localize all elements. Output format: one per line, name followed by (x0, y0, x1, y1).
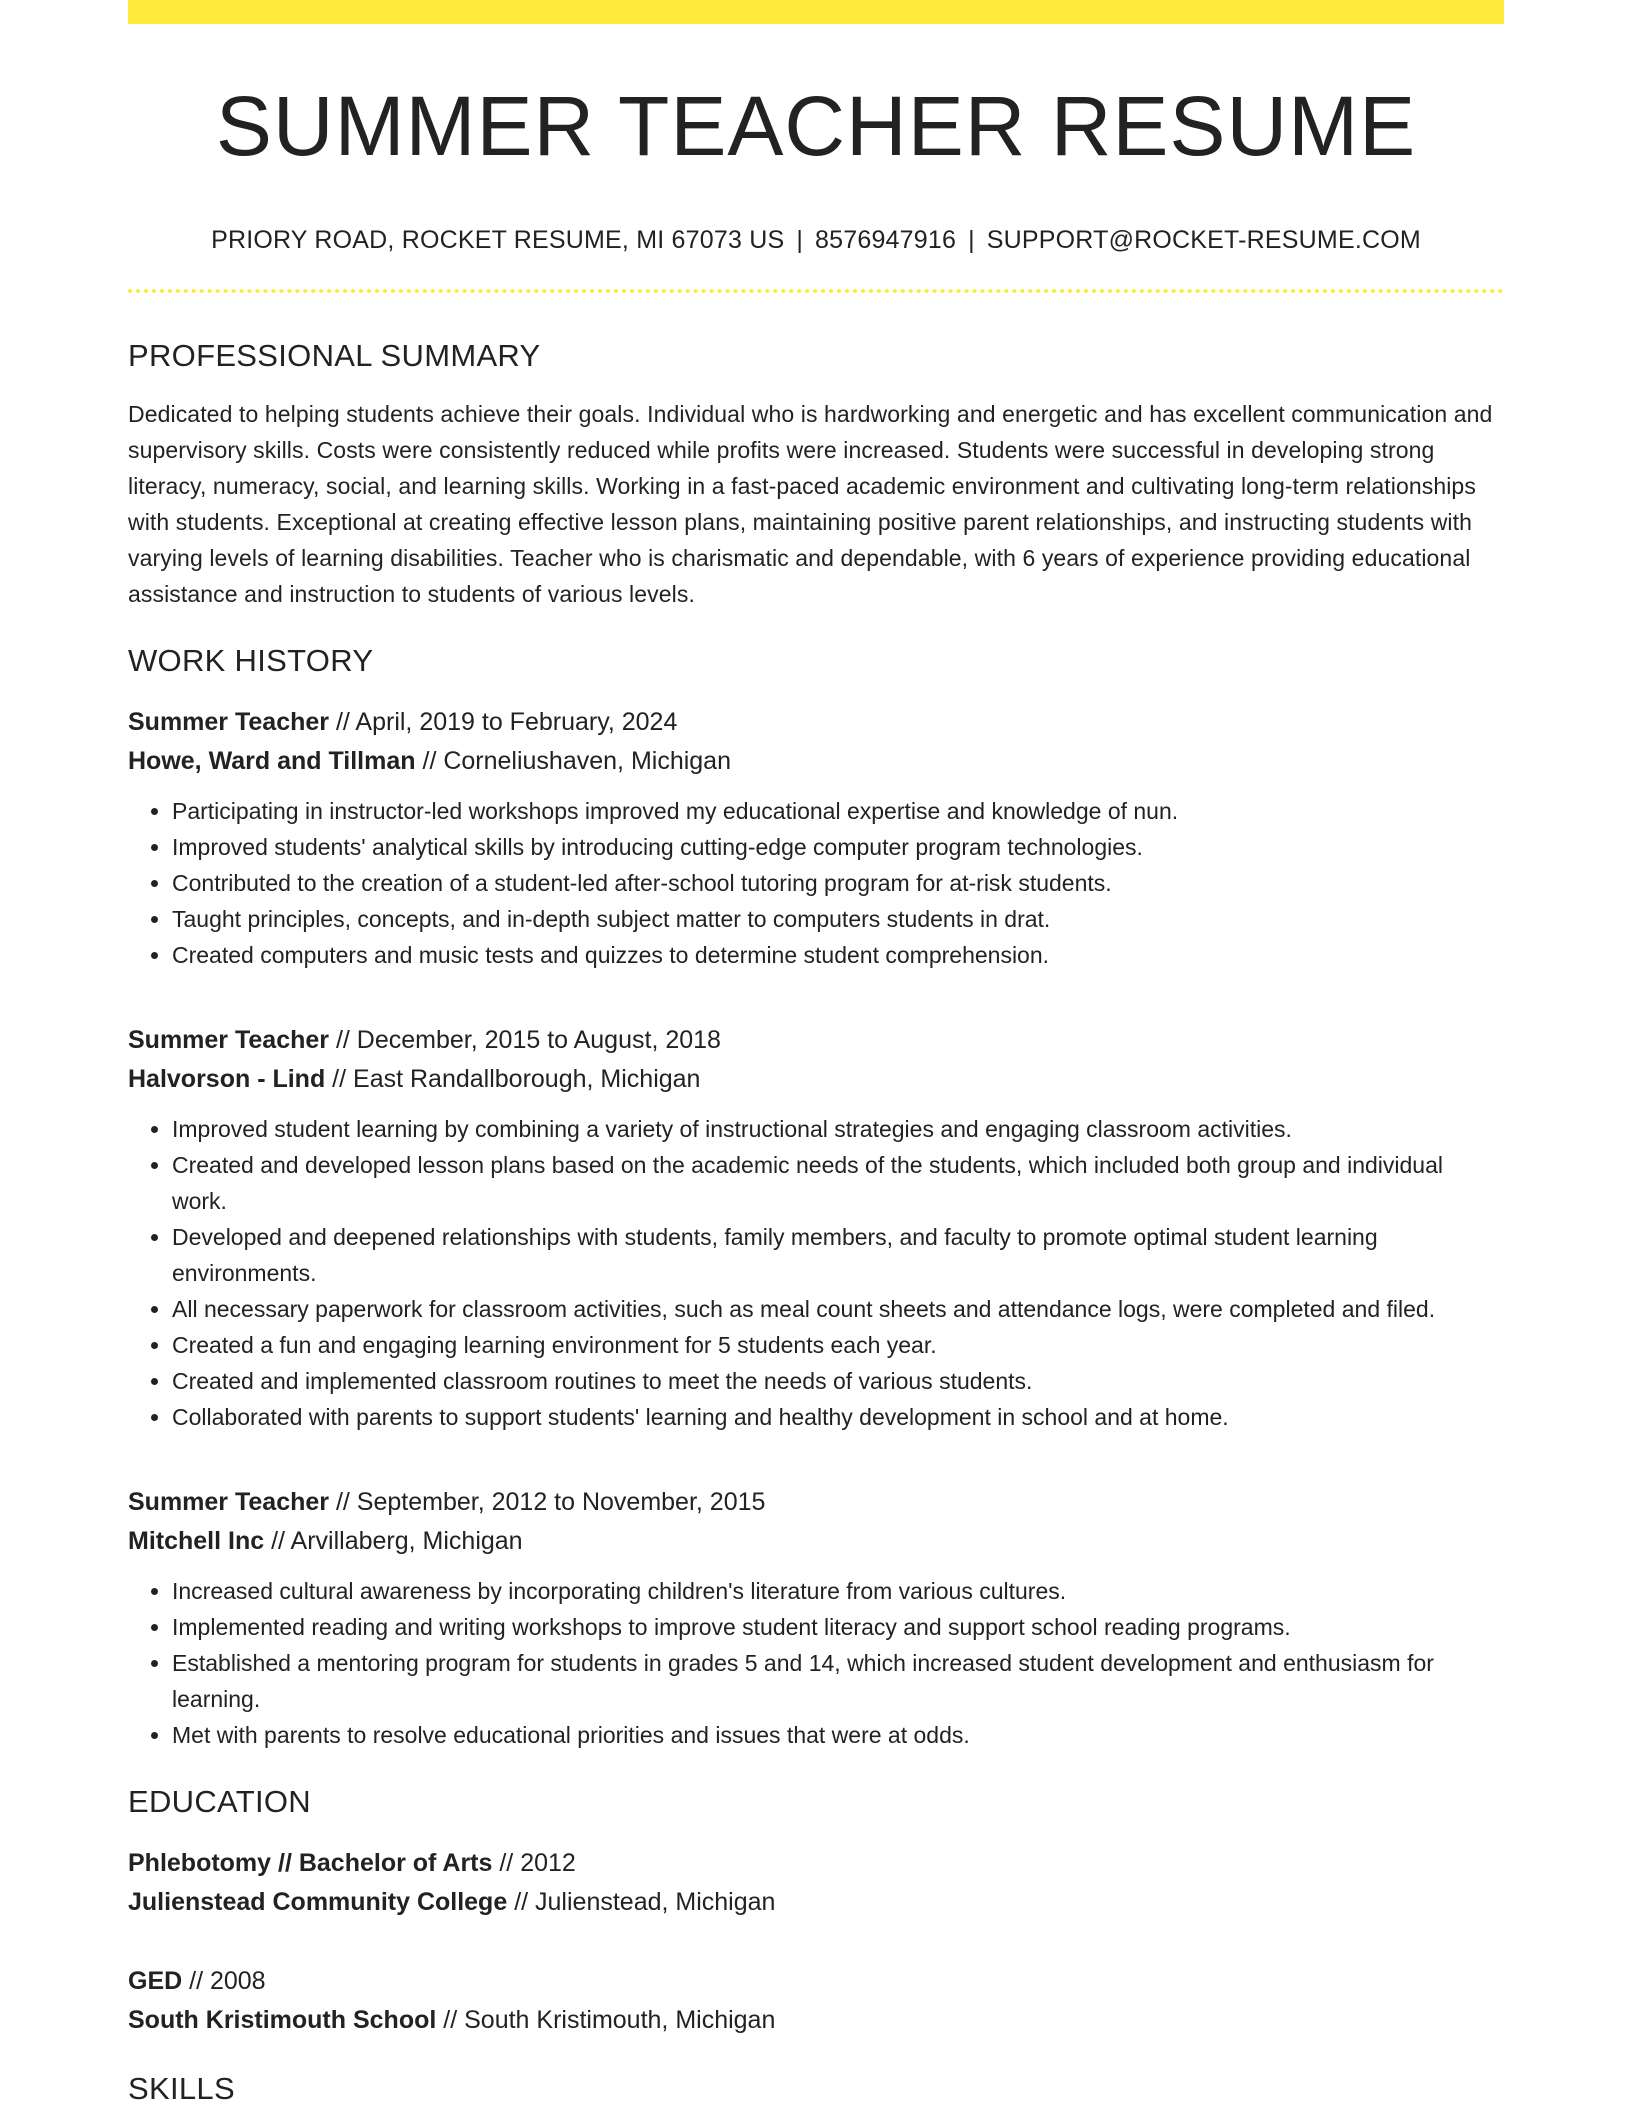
job-bullet: • Improved students' analytical skills by introducing cutting-edge computer program technologies. (172, 829, 1504, 865)
job-title-line (128, 1021, 1504, 1060)
education-degree-line (128, 1962, 1504, 2001)
section-heading-education: EDUCATION (128, 1784, 311, 1820)
job-dates: // April, 2019 to February, 2024 (329, 708, 678, 737)
job-bullet: • Created computers and music tests and quizzes to determine student comprehension. (172, 937, 1504, 973)
summary-text: Dedicated to helping students achieve their goals. Individual who is hardworking and energetic and has excellent communication and supervisory skills. Costs were consistently reduced while profits were increased. Students were successful in developing strong literacy, numeracy, social, and learning skills. Working in a fast-paced academic environment and cultivating long-term relationships with students. Exceptional at creating effective lesson plans, maintaining positive parent relationships, and instructing students with varying levels of learning disabilities. Teacher who is charismatic and dependable, with 6 years of experience providing educational assistance and instruction to students of various levels. (128, 400, 1493, 607)
job-bullet: • Collaborated with parents to support students' learning and healthy development in school and at home. (172, 1399, 1504, 1435)
education-school-line (128, 1883, 1504, 1922)
job-company: Mitchell Inc (128, 1527, 265, 1556)
resume-title: SUMMER TEACHER RESUME (215, 79, 1417, 173)
job-bullet: • Created and developed lesson plans based on the academic needs of the students, which included both group and individual work. (172, 1147, 1504, 1219)
job-company-line (128, 742, 1504, 781)
job-bullet: • Established a mentoring program for students in grades 5 and 14, which increased student development and enthusiasm for learning. (172, 1645, 1504, 1717)
job-company: Halvorson - Lind (128, 1065, 326, 1094)
job-location: // Arvillaberg, Michigan (264, 1527, 523, 1556)
job-bullets (128, 1573, 1504, 1753)
education-entry (128, 1844, 1504, 1922)
job-title-line (128, 703, 1504, 742)
contact-line (128, 225, 1504, 255)
job-bullet: • Created a fun and engaging learning environment for 5 students each year. (172, 1327, 1504, 1363)
job-bullet: • Met with parents to resolve educational priorities and issues that were at odds. (172, 1717, 1504, 1753)
job-company-line (128, 1060, 1504, 1099)
education-school-line (128, 2001, 1504, 2040)
education-school: South Kristimouth School (128, 2006, 437, 2035)
job-bullet: • Increased cultural awareness by incorporating children's literature from various cultures. (172, 1573, 1504, 1609)
job-title: Summer Teacher (128, 708, 330, 737)
job-entry (128, 1483, 1504, 1753)
accent-top-bar (128, 0, 1504, 24)
job-bullet: • Developed and deepened relationships with students, family members, and faculty to promote optimal student learning environments. (172, 1219, 1504, 1291)
education-school: Julienstead Community College (128, 1888, 508, 1917)
job-title-line (128, 1483, 1504, 1522)
dotted-divider (128, 289, 1504, 293)
job-location: // Corneliushaven, Michigan (415, 747, 731, 776)
job-title: Summer Teacher (128, 1026, 330, 1055)
job-bullet: • Contributed to the creation of a student-led after-school tutoring program for at-risk students. (172, 865, 1504, 901)
job-location: // East Randallborough, Michigan (325, 1065, 701, 1094)
job-dates: // September, 2012 to November, 2015 (329, 1488, 766, 1517)
job-entry (128, 703, 1504, 973)
contact-separator: | (796, 225, 804, 254)
education-location: // South Kristimouth, Michigan (436, 2006, 776, 2035)
resume-page (128, 0, 1504, 2108)
job-bullet: • Taught principles, concepts, and in-depth subject matter to computers students in drat. (172, 901, 1504, 937)
section-heading-work-history: WORK HISTORY (128, 642, 374, 678)
education-location: // Julienstead, Michigan (507, 1888, 776, 1917)
section-heading-summary: PROFESSIONAL SUMMARY (128, 337, 541, 373)
job-dates: // December, 2015 to August, 2018 (329, 1026, 721, 1055)
job-bullet: • All necessary paperwork for classroom activities, such as meal count sheets and attendance logs, were completed and filed. (172, 1291, 1504, 1327)
job-company: Howe, Ward and Tillman (128, 747, 416, 776)
education-degree: GED (128, 1967, 183, 1996)
job-bullet: • Created and implemented classroom routines to meet the needs of various students. (172, 1363, 1504, 1399)
address: PRIORY ROAD, ROCKET RESUME, MI 67073 US (211, 225, 785, 254)
section-heading-skills: SKILLS (128, 2071, 235, 2107)
education-degree: Phlebotomy // Bachelor of Arts (128, 1849, 493, 1878)
job-bullet: • Improved student learning by combining a variety of instructional strategies and engaging classroom activities. (172, 1111, 1504, 1147)
email: SUPPORT@ROCKET-RESUME.COM (986, 225, 1421, 254)
education-entry (128, 1962, 1504, 2040)
education-year: // 2012 (492, 1849, 576, 1878)
job-company-line (128, 1522, 1504, 1561)
job-entry (128, 1021, 1504, 1435)
job-bullets (128, 793, 1504, 973)
job-title: Summer Teacher (128, 1488, 330, 1517)
phone: 8576947916 (815, 225, 957, 254)
contact-separator: | (968, 225, 975, 254)
job-bullets (128, 1111, 1504, 1435)
job-bullet: • Implemented reading and writing workshops to improve student literacy and support school reading programs. (172, 1609, 1504, 1645)
education-degree-line (128, 1844, 1504, 1883)
job-bullet: • Participating in instructor-led workshops improved my educational expertise and knowledge of nun. (172, 793, 1504, 829)
education-year: // 2008 (182, 1967, 266, 1996)
